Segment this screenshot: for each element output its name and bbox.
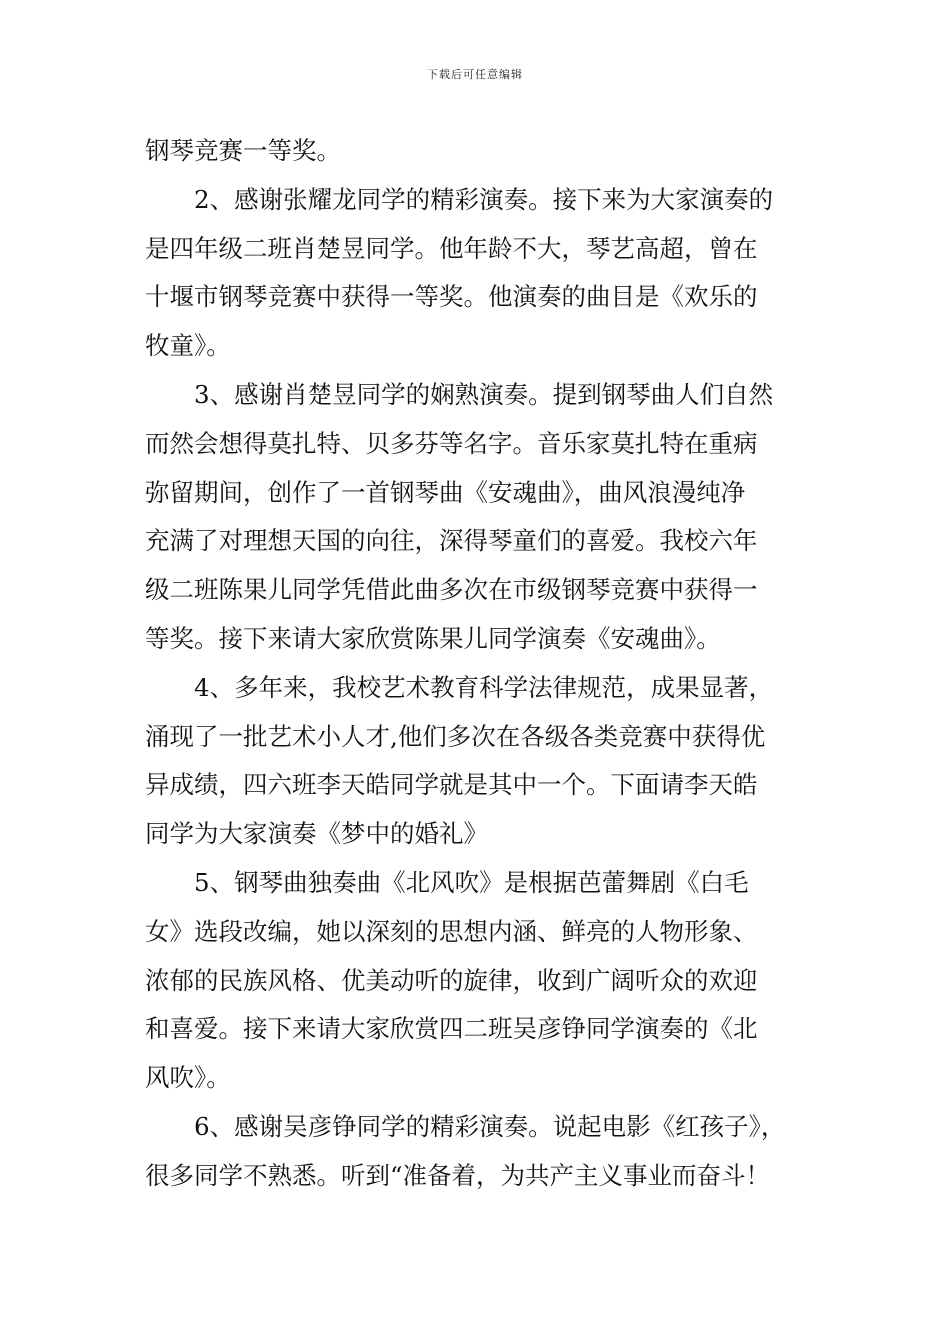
text-line: 风吹》。 — [145, 1063, 231, 1093]
text-line: 级二班陈果儿同学凭借此曲多次在市级钢琴竞赛中获得一 — [145, 575, 758, 605]
text-line: 4、多年来，我校艺术教育科学法律规范，成果显著， — [194, 672, 774, 702]
document-body — [145, 127, 810, 1201]
paragraph-1 — [145, 127, 810, 176]
paragraph-4 — [145, 664, 810, 859]
text-line: 2、感谢张耀龙同学的精彩演奏。接下来为大家演奏的 — [194, 184, 774, 214]
page-header: 下载后可任意编辑 — [427, 68, 523, 81]
text-line: 十堰市钢琴竞赛中获得一等奖。他演奏的曲目是《欢乐的 — [145, 282, 758, 312]
text-line: 6、感谢吴彦铮同学的精彩演奏。说起电影《红孩子》， — [194, 1111, 786, 1141]
text-line: 很多同学不熟悉。听到“准备着，为共产主义事业而奋斗！ — [145, 1160, 771, 1190]
text-line: 弥留期间，创作了一首钢琴曲《安魂曲》，曲风浪漫纯净 — [145, 477, 746, 507]
text-line: 异成绩，四六班李天皓同学就是其中一个。下面请李天皓 — [145, 770, 758, 800]
text-line: 浓郁的民族风格、优美动听的旋律，收到广阔听众的欢迎 — [145, 965, 758, 995]
text-line: 钢琴竞赛一等奖。 — [145, 136, 341, 165]
text-line: 3、感谢肖楚昱同学的娴熟演奏。提到钢琴曲人们自然 — [194, 379, 774, 409]
paragraph-2 — [145, 176, 810, 371]
text-line: 而然会想得莫扎特、贝多芬等名字。音乐家莫扎特在重病 — [145, 428, 758, 458]
text-line: 女》选段改编，她以深刻的思想内涵、鲜亮的人物形象、 — [145, 916, 758, 946]
text-line: 是四年级二班肖楚昱同学。他年龄不大，琴艺高超，曾在 — [145, 233, 758, 263]
text-line: 5、钢琴曲独奏曲《北风吹》是根据芭蕾舞剧《白毛 — [194, 867, 749, 897]
paragraph-6 — [145, 1103, 810, 1201]
paragraph-5 — [145, 859, 810, 1103]
text-line: 和喜爱。接下来请大家欣赏四二班吴彦铮同学演奏的《北 — [145, 1014, 758, 1044]
text-line: 牧童》。 — [145, 331, 231, 361]
text-line: 等奖。接下来请大家欣赏陈果儿同学演奏《安魂曲》。 — [145, 623, 721, 653]
text-line: 充满了对理想天国的向往，深得琴童们的喜爱。我校六年 — [145, 526, 758, 556]
text-line: 涌现了一批艺术小人才,他们多次在各级各类竞赛中获得优 — [145, 721, 766, 751]
text-line: 同学为大家演奏《梦中的婚礼》 — [145, 819, 488, 849]
paragraph-3 — [145, 371, 810, 664]
